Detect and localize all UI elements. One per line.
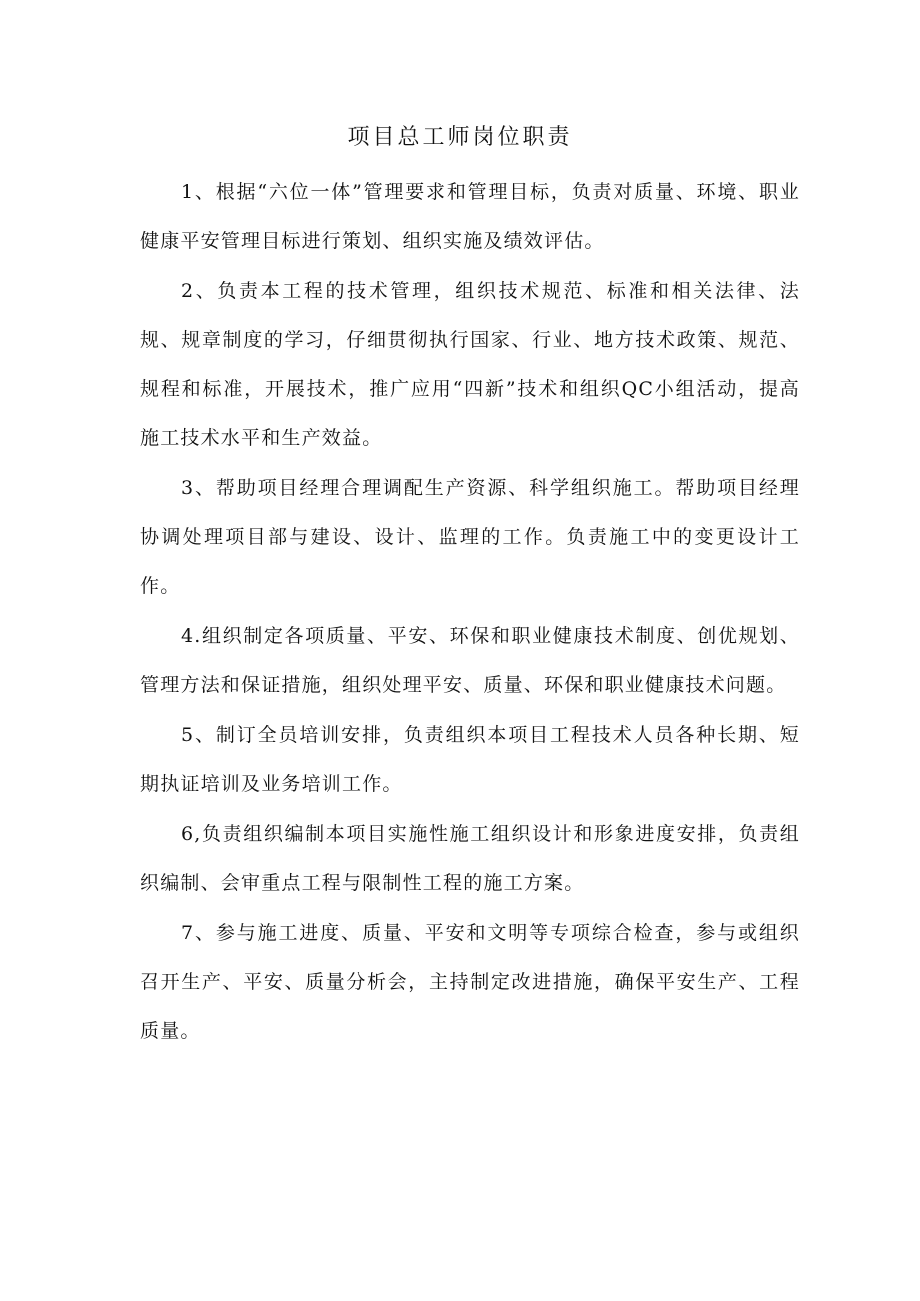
duty-paragraph-7: 7、参与施工进度、质量、平安和文明等专项综合检查，参与或组织召开生产、平安、质量分析会，主持制定改进措施，确保平安生产、工程质量。 [140,922,800,1042]
duty-paragraph-5: 5、制订全员培训安排，负责组织本项目工程技术人员各种长期、短期执证培训及业务培训工作。 [140,724,800,795]
document-body [140,168,800,1057]
duty-paragraph-6: 6,负责组织编制本项目实施性施工组织设计和形象进度安排，负责组织编制、会审重点工程与限制性工程的施工方案。 [140,823,800,894]
document-title: 项目总工师岗位职责 [347,125,573,150]
duty-paragraph-1: 1、根据“六位一体”管理要求和管理目标，负责对质量、环境、职业健康平安管理目标进行策划、组织实施及绩效评估。 [140,181,800,252]
duty-paragraph-3: 3、帮助项目经理合理调配生产资源、科学组织施工。帮助项目经理协调处理项目部与建设、设计、监理的工作。负责施工中的变更设计工作。 [140,477,800,597]
duty-paragraph-4: 4.组织制定各项质量、平安、环保和职业健康技术制度、创优规划、管理方法和保证措施，组织处理平安、质量、环保和职业健康技术问题。 [140,625,800,696]
duty-paragraph-2: 2、负责本工程的技术管理，组织技术规范、标准和相关法律、法规、规章制度的学习，仔细贯彻执行国家、行业、地方技术政策、规范、规程和标准，开展技术，推广应用“四新”技术和组织QC小组活动，提高施工技术水平和生产效益。 [140,280,800,449]
